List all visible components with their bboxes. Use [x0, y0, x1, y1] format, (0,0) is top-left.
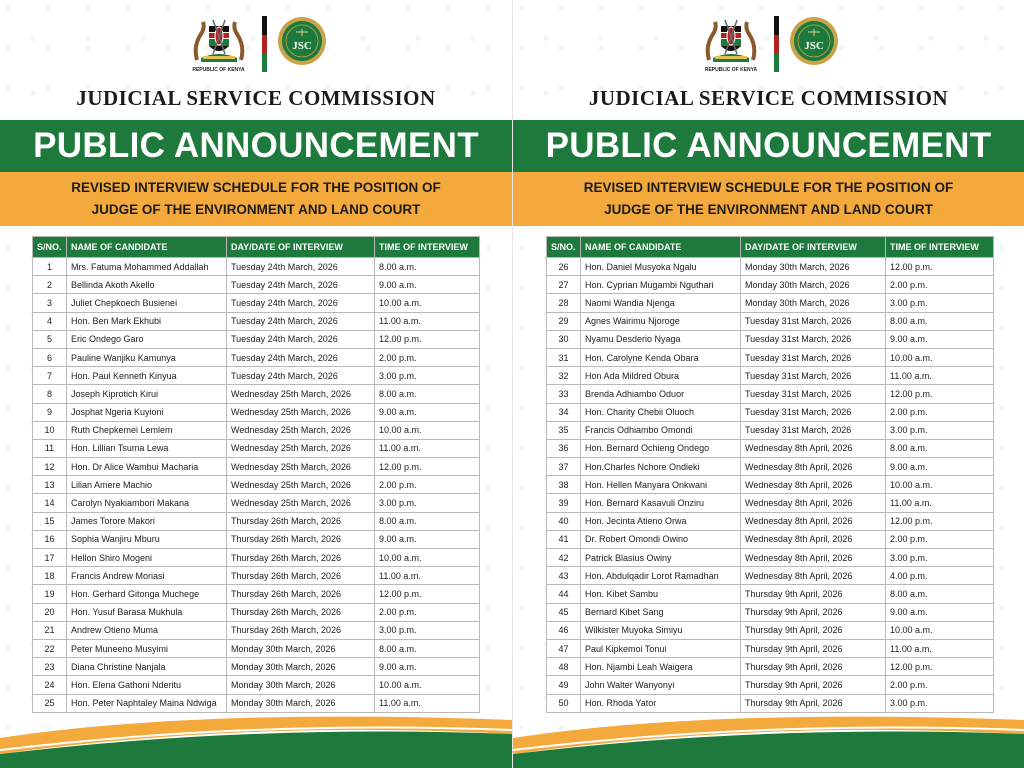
- col-header-name: NAME OF CANDIDATE: [67, 237, 227, 258]
- cell-interview-date: Thursday 9th April, 2026: [741, 639, 886, 657]
- cell-candidate-name: Josphat Ngeria Kuyioni: [67, 403, 227, 421]
- cell-sno: 6: [33, 348, 67, 366]
- cell-sno: 28: [547, 294, 581, 312]
- cell-interview-time: 3.00 p.m.: [375, 367, 480, 385]
- cell-sno: 33: [547, 385, 581, 403]
- cell-interview-time: 2.00 p.m.: [886, 530, 994, 548]
- col-header-date: DAY/DATE OF INTERVIEW: [741, 237, 886, 258]
- cell-interview-date: Thursday 26th March, 2026: [227, 549, 375, 567]
- cell-sno: 11: [33, 439, 67, 457]
- cell-interview-time: 2.00 p.m.: [886, 276, 994, 294]
- subtitle-line-1: REVISED INTERVIEW SCHEDULE FOR THE POSITION OF: [71, 180, 441, 195]
- cell-interview-time: 4.00 p.m.: [886, 567, 994, 585]
- announcement-banner: [513, 120, 1024, 172]
- table-row: [33, 348, 480, 366]
- kenya-coat-of-arms-icon: [186, 16, 252, 76]
- cell-interview-time: 10.00 a.m.: [375, 294, 480, 312]
- cell-interview-date: Wednesday 8th April, 2026: [741, 567, 886, 585]
- commission-title: JUDICIAL SERVICE COMMISSION: [76, 86, 436, 110]
- cell-interview-date: Thursday 9th April, 2026: [741, 621, 886, 639]
- cell-candidate-name: Ruth Chepkemei Lemlem: [67, 421, 227, 439]
- cell-candidate-name: Nyamu Desderio Nyaga: [581, 330, 741, 348]
- cell-sno: 23: [33, 658, 67, 676]
- cell-candidate-name: Hon. Hellen Manyara Onkwani: [581, 476, 741, 494]
- table-row: [33, 585, 480, 603]
- table-row: [547, 258, 994, 276]
- cell-candidate-name: Hon. Gerhard Gitonga Muchege: [67, 585, 227, 603]
- cell-interview-time: 8.00 a.m.: [375, 258, 480, 276]
- table-row: [33, 639, 480, 657]
- cell-interview-date: Tuesday 31st March, 2026: [741, 367, 886, 385]
- schedule-table-left: [32, 236, 480, 713]
- table-row: [547, 276, 994, 294]
- cell-candidate-name: Hellon Shiro Mogeni: [67, 549, 227, 567]
- cell-interview-date: Tuesday 31st March, 2026: [741, 385, 886, 403]
- cell-interview-date: Monday 30th March, 2026: [741, 276, 886, 294]
- cell-interview-time: 12.00 p.m.: [375, 330, 480, 348]
- republic-of-kenya-caption: REPUBLIC OF KENYA: [704, 67, 758, 73]
- cell-interview-time: 3.00 p.m.: [886, 421, 994, 439]
- col-header-time: TIME OF INTERVIEW: [886, 237, 994, 258]
- table-row: [33, 258, 480, 276]
- cell-interview-date: Tuesday 24th March, 2026: [227, 276, 375, 294]
- table-row: [547, 312, 994, 330]
- cell-sno: 43: [547, 567, 581, 585]
- cell-candidate-name: John Walter Wanyonyi: [581, 676, 741, 694]
- table-row: [33, 512, 480, 530]
- cell-interview-date: Thursday 26th March, 2026: [227, 512, 375, 530]
- cell-sno: 26: [547, 258, 581, 276]
- cell-sno: 29: [547, 312, 581, 330]
- cell-sno: 4: [33, 312, 67, 330]
- cell-sno: 13: [33, 476, 67, 494]
- cell-interview-date: Thursday 26th March, 2026: [227, 530, 375, 548]
- cell-candidate-name: Hon. Charity Chebii Oluoch: [581, 403, 741, 421]
- cell-candidate-name: Paul Kipkemoi Tonui: [581, 639, 741, 657]
- commission-title: JUDICIAL SERVICE COMMISSION: [588, 86, 949, 110]
- cell-sno: 45: [547, 603, 581, 621]
- table-row: [33, 621, 480, 639]
- cell-interview-time: 9.00 a.m.: [886, 603, 994, 621]
- cell-candidate-name: Carolyn Nyakiambori Makana: [67, 494, 227, 512]
- cell-interview-date: Tuesday 24th March, 2026: [227, 294, 375, 312]
- cell-interview-time: 2.00 p.m.: [375, 348, 480, 366]
- cell-interview-date: Wednesday 25th March, 2026: [227, 458, 375, 476]
- cell-interview-time: 10.00 a.m.: [886, 476, 994, 494]
- cell-candidate-name: Hon. Rhoda Yator: [581, 694, 741, 712]
- cell-interview-date: Monday 30th March, 2026: [227, 658, 375, 676]
- cell-sno: 40: [547, 512, 581, 530]
- cell-interview-date: Tuesday 24th March, 2026: [227, 348, 375, 366]
- cell-sno: 2: [33, 276, 67, 294]
- cell-interview-time: 10.00 a.m.: [375, 676, 480, 694]
- col-header-date: DAY/DATE OF INTERVIEW: [227, 237, 375, 258]
- cell-interview-date: Wednesday 8th April, 2026: [741, 494, 886, 512]
- cell-interview-time: 9.00 a.m.: [375, 276, 480, 294]
- cell-interview-time: 3.00 p.m.: [886, 694, 994, 712]
- table-row: [547, 476, 994, 494]
- cell-candidate-name: Hon. Njambi Leah Waigera: [581, 658, 741, 676]
- cell-candidate-name: Hon. Bernard Ochieng Ondego: [581, 439, 741, 457]
- table-row: [33, 494, 480, 512]
- table-row: [33, 476, 480, 494]
- cell-candidate-name: Juliet Chepkoech Busienei: [67, 294, 227, 312]
- subtitle-line-2: JUDGE OF THE ENVIRONMENT AND LAND COURT: [91, 202, 421, 217]
- cell-interview-time: 3.00 p.m.: [886, 549, 994, 567]
- cell-interview-date: Wednesday 8th April, 2026: [741, 549, 886, 567]
- cell-candidate-name: Eric Ondego Garo: [67, 330, 227, 348]
- cell-sno: 18: [33, 567, 67, 585]
- cell-candidate-name: Hon. Carolyne Kenda Obara: [581, 348, 741, 366]
- cell-interview-date: Thursday 9th April, 2026: [741, 694, 886, 712]
- cell-candidate-name: Hon. Bernard Kasavuli Onziru: [581, 494, 741, 512]
- cell-interview-date: Wednesday 25th March, 2026: [227, 385, 375, 403]
- cell-candidate-name: Lilian Amere Machio: [67, 476, 227, 494]
- table-row: [547, 512, 994, 530]
- table-row: [547, 439, 994, 457]
- cell-interview-time: 9.00 a.m.: [375, 530, 480, 548]
- table-row: [547, 549, 994, 567]
- cell-candidate-name: Francis Andrew Moriasi: [67, 567, 227, 585]
- cell-candidate-name: Dr. Robert Omondi Owino: [581, 530, 741, 548]
- cell-candidate-name: Hon. Yusuf Barasa Mukhula: [67, 603, 227, 621]
- cell-interview-date: Tuesday 31st March, 2026: [741, 421, 886, 439]
- cell-candidate-name: Wilkister Muyoka Simiyu: [581, 621, 741, 639]
- cell-interview-date: Thursday 9th April, 2026: [741, 603, 886, 621]
- cell-candidate-name: James Torore Makori: [67, 512, 227, 530]
- table-row: [33, 385, 480, 403]
- cell-sno: 21: [33, 621, 67, 639]
- cell-interview-time: 12.00 p.m.: [886, 258, 994, 276]
- cell-candidate-name: Hon. Lillian Tsuma Lewa: [67, 439, 227, 457]
- jsc-seal-icon: [789, 16, 839, 66]
- table-row: [33, 658, 480, 676]
- col-header-time: TIME OF INTERVIEW: [375, 237, 480, 258]
- table-row: [33, 421, 480, 439]
- table-row: [33, 276, 480, 294]
- cell-interview-time: 12.00 p.m.: [886, 658, 994, 676]
- cell-sno: 47: [547, 639, 581, 657]
- table-row: [33, 367, 480, 385]
- cell-interview-time: 2.00 p.m.: [375, 476, 480, 494]
- cell-interview-date: Thursday 9th April, 2026: [741, 676, 886, 694]
- col-header-name: NAME OF CANDIDATE: [581, 237, 741, 258]
- cell-interview-date: Thursday 26th March, 2026: [227, 567, 375, 585]
- cell-interview-date: Thursday 9th April, 2026: [741, 585, 886, 603]
- cell-interview-time: 9.00 a.m.: [375, 403, 480, 421]
- cell-sno: 5: [33, 330, 67, 348]
- cell-candidate-name: Hon. Cyprian Mugambi Nguthari: [581, 276, 741, 294]
- cell-interview-date: Wednesday 8th April, 2026: [741, 439, 886, 457]
- table-row: [33, 312, 480, 330]
- cell-candidate-name: Peter Muneeno Musyimi: [67, 639, 227, 657]
- cell-interview-date: Wednesday 25th March, 2026: [227, 421, 375, 439]
- cell-interview-time: 3.00 p.m.: [886, 294, 994, 312]
- cell-interview-date: Tuesday 24th March, 2026: [227, 312, 375, 330]
- table-row: [547, 458, 994, 476]
- cell-sno: 30: [547, 330, 581, 348]
- cell-candidate-name: Hon. Paul Kenneth Kinyua: [67, 367, 227, 385]
- cell-candidate-name: Joseph Kiprotich Kirui: [67, 385, 227, 403]
- cell-sno: 14: [33, 494, 67, 512]
- table-row: [547, 330, 994, 348]
- cell-interview-time: 8.00 a.m.: [375, 385, 480, 403]
- table-row: [547, 694, 994, 712]
- cell-interview-date: Wednesday 8th April, 2026: [741, 530, 886, 548]
- cell-interview-time: 9.00 a.m.: [886, 458, 994, 476]
- cell-interview-time: 11.00 a.m.: [886, 367, 994, 385]
- cell-sno: 7: [33, 367, 67, 385]
- cell-sno: 10: [33, 421, 67, 439]
- cell-interview-time: 2.00 p.m.: [886, 676, 994, 694]
- cell-candidate-name: Hon. Peter Naphtaley Maina Ndwiga: [67, 694, 227, 712]
- cell-sno: 27: [547, 276, 581, 294]
- table-row: [33, 603, 480, 621]
- cell-sno: 12: [33, 458, 67, 476]
- cell-interview-date: Tuesday 31st March, 2026: [741, 312, 886, 330]
- cell-candidate-name: Francis Odhiambo Omondi: [581, 421, 741, 439]
- announcement-banner: [0, 120, 512, 172]
- cell-interview-date: Monday 30th March, 2026: [227, 676, 375, 694]
- cell-sno: 32: [547, 367, 581, 385]
- cell-candidate-name: Hon.Charles Nchore Ondieki: [581, 458, 741, 476]
- table-row: [33, 330, 480, 348]
- cell-candidate-name: Sophia Wanjiru Mburu: [67, 530, 227, 548]
- cell-candidate-name: Patrick Blasius Owiny: [581, 549, 741, 567]
- cell-interview-date: Thursday 26th March, 2026: [227, 621, 375, 639]
- cell-interview-date: Monday 30th March, 2026: [227, 694, 375, 712]
- cell-candidate-name: Bellinda Akoth Akello: [67, 276, 227, 294]
- cell-candidate-name: Bernard Kibet Sang: [581, 603, 741, 621]
- cell-interview-date: Wednesday 8th April, 2026: [741, 458, 886, 476]
- cell-candidate-name: Hon. Ben Mark Ekhubi: [67, 312, 227, 330]
- cell-interview-time: 12.00 p.m.: [375, 585, 480, 603]
- table-row: [547, 294, 994, 312]
- cell-sno: 46: [547, 621, 581, 639]
- header-logos: [0, 16, 512, 76]
- cell-interview-date: Wednesday 25th March, 2026: [227, 439, 375, 457]
- cell-sno: 9: [33, 403, 67, 421]
- cell-candidate-name: Brenda Adhiambo Oduor: [581, 385, 741, 403]
- table-row: [33, 676, 480, 694]
- cell-sno: 42: [547, 549, 581, 567]
- cell-sno: 3: [33, 294, 67, 312]
- subtitle-banner: [0, 172, 512, 226]
- cell-interview-time: 10.00 a.m.: [886, 348, 994, 366]
- table-row: [547, 367, 994, 385]
- cell-sno: 37: [547, 458, 581, 476]
- cell-interview-date: Thursday 9th April, 2026: [741, 658, 886, 676]
- cell-interview-time: 10.00 a.m.: [886, 621, 994, 639]
- cell-interview-date: Thursday 26th March, 2026: [227, 603, 375, 621]
- cell-sno: 48: [547, 658, 581, 676]
- table-body: [33, 258, 480, 713]
- table-row: [547, 348, 994, 366]
- cell-interview-time: 2.00 p.m.: [375, 603, 480, 621]
- cell-interview-time: 8.00 a.m.: [886, 585, 994, 603]
- table-row: [547, 403, 994, 421]
- cell-interview-time: 3.00 p.m.: [375, 621, 480, 639]
- cell-interview-time: 11.00 a.m.: [375, 312, 480, 330]
- cell-interview-date: Wednesday 8th April, 2026: [741, 512, 886, 530]
- announcement-title: PUBLIC ANNOUNCEMENT: [545, 126, 992, 165]
- cell-interview-time: 8.00 a.m.: [886, 312, 994, 330]
- cell-candidate-name: Hon. Daniel Musyoka Ngalu: [581, 258, 741, 276]
- cell-interview-date: Monday 30th March, 2026: [227, 639, 375, 657]
- cell-sno: 49: [547, 676, 581, 694]
- cell-candidate-name: Pauline Wanjiku Kamunya: [67, 348, 227, 366]
- cell-candidate-name: Diana Christine Nanjala: [67, 658, 227, 676]
- cell-sno: 35: [547, 421, 581, 439]
- flag-divider: [262, 16, 267, 72]
- cell-interview-date: Wednesday 8th April, 2026: [741, 476, 886, 494]
- cell-interview-date: Tuesday 31st March, 2026: [741, 403, 886, 421]
- cell-interview-time: 9.00 a.m.: [886, 330, 994, 348]
- cell-sno: 34: [547, 403, 581, 421]
- cell-sno: 20: [33, 603, 67, 621]
- cell-candidate-name: Hon. Jecinta Atieno Orwa: [581, 512, 741, 530]
- cell-candidate-name: Hon. Abdulqadir Lorot Ramadhan: [581, 567, 741, 585]
- table-row: [547, 421, 994, 439]
- cell-interview-time: 8.00 a.m.: [886, 439, 994, 457]
- col-header-sno: S/NO.: [33, 237, 67, 258]
- table-row: [33, 549, 480, 567]
- col-header-sno: S/NO.: [547, 237, 581, 258]
- cell-interview-time: 12.00 p.m.: [886, 512, 994, 530]
- jsc-seal-icon: [277, 16, 327, 66]
- cell-interview-date: Wednesday 25th March, 2026: [227, 403, 375, 421]
- cell-interview-date: Monday 30th March, 2026: [741, 258, 886, 276]
- cell-interview-time: 11.00 a.m.: [375, 567, 480, 585]
- cell-sno: 24: [33, 676, 67, 694]
- cell-sno: 31: [547, 348, 581, 366]
- cell-sno: 22: [33, 639, 67, 657]
- cell-sno: 15: [33, 512, 67, 530]
- cell-sno: 8: [33, 385, 67, 403]
- cell-interview-time: 11.00 a.m.: [886, 639, 994, 657]
- table-row: [547, 530, 994, 548]
- cell-interview-time: 11.00 a.m.: [375, 439, 480, 457]
- cell-candidate-name: Hon. Dr Alice Wambui Macharia: [67, 458, 227, 476]
- table-header-row: [547, 237, 994, 258]
- cell-interview-date: Tuesday 31st March, 2026: [741, 348, 886, 366]
- cell-candidate-name: Mrs. Fatuma Mohammed Addallah: [67, 258, 227, 276]
- cell-candidate-name: Hon. Elena Gathoni Nderitu: [67, 676, 227, 694]
- cell-sno: 1: [33, 258, 67, 276]
- cell-sno: 17: [33, 549, 67, 567]
- table-row: [547, 385, 994, 403]
- cell-interview-date: Tuesday 24th March, 2026: [227, 367, 375, 385]
- cell-sno: 41: [547, 530, 581, 548]
- cell-interview-date: Tuesday 24th March, 2026: [227, 330, 375, 348]
- cell-interview-time: 3.00 p.m.: [375, 494, 480, 512]
- subtitle-line-1: REVISED INTERVIEW SCHEDULE FOR THE POSITION OF: [583, 180, 954, 195]
- cell-interview-time: 11.00 a.m.: [886, 494, 994, 512]
- announcement-title: PUBLIC ANNOUNCEMENT: [33, 126, 479, 165]
- republic-of-kenya-caption: REPUBLIC OF KENYA: [192, 67, 245, 73]
- subtitle-line-2: JUDGE OF THE ENVIRONMENT AND LAND COURT: [604, 202, 933, 217]
- cell-sno: 25: [33, 694, 67, 712]
- cell-candidate-name: Naomi Wandia Njenga: [581, 294, 741, 312]
- cell-candidate-name: Hon Ada Mildred Obura: [581, 367, 741, 385]
- cell-interview-date: Wednesday 25th March, 2026: [227, 476, 375, 494]
- cell-candidate-name: Hon. Kibet Sambu: [581, 585, 741, 603]
- table-row: [33, 458, 480, 476]
- cell-candidate-name: Agnes Wairimu Njoroge: [581, 312, 741, 330]
- table-row: [547, 585, 994, 603]
- kenya-coat-of-arms-icon: [698, 16, 764, 76]
- jsc-seal-text: JSC: [291, 40, 312, 52]
- flag-divider: [774, 16, 779, 72]
- cell-interview-date: Tuesday 31st March, 2026: [741, 330, 886, 348]
- cell-interview-date: Thursday 26th March, 2026: [227, 585, 375, 603]
- table-row: [547, 567, 994, 585]
- cell-interview-time: 8.00 a.m.: [375, 512, 480, 530]
- cell-sno: 36: [547, 439, 581, 457]
- cell-sno: 44: [547, 585, 581, 603]
- cell-interview-date: Monday 30th March, 2026: [741, 294, 886, 312]
- table-row: [33, 567, 480, 585]
- cell-sno: 19: [33, 585, 67, 603]
- table-row: [547, 494, 994, 512]
- footer-wave: [0, 698, 512, 768]
- cell-candidate-name: Andrew Otieno Muma: [67, 621, 227, 639]
- table-row: [547, 603, 994, 621]
- cell-interview-time: 10.00 a.m.: [375, 421, 480, 439]
- cell-interview-date: Tuesday 24th March, 2026: [227, 258, 375, 276]
- cell-sno: 16: [33, 530, 67, 548]
- table-row: [547, 639, 994, 657]
- table-row: [33, 439, 480, 457]
- cell-interview-date: Wednesday 25th March, 2026: [227, 494, 375, 512]
- table-body: [547, 258, 994, 713]
- cell-interview-time: 12.00 p.m.: [886, 385, 994, 403]
- cell-interview-time: 8.00 a.m.: [375, 639, 480, 657]
- jsc-seal-text: JSC: [804, 40, 824, 52]
- table-header-row: [33, 237, 480, 258]
- cell-sno: 39: [547, 494, 581, 512]
- table-row: [33, 530, 480, 548]
- table-row: [33, 294, 480, 312]
- subtitle-banner: [513, 172, 1024, 226]
- cell-interview-time: 9.00 a.m.: [375, 658, 480, 676]
- table-row: [547, 676, 994, 694]
- cell-interview-time: 2.00 p.m.: [886, 403, 994, 421]
- schedule-table-right: [546, 236, 994, 713]
- table-row: [547, 621, 994, 639]
- table-row: [33, 403, 480, 421]
- cell-sno: 38: [547, 476, 581, 494]
- cell-interview-time: 10.00 a.m.: [375, 549, 480, 567]
- cell-sno: 50: [547, 694, 581, 712]
- cell-interview-time: 12.00 p.m.: [375, 458, 480, 476]
- cell-interview-time: 11.00 a.m.: [375, 694, 480, 712]
- header-logos: [513, 16, 1024, 76]
- table-row: [547, 658, 994, 676]
